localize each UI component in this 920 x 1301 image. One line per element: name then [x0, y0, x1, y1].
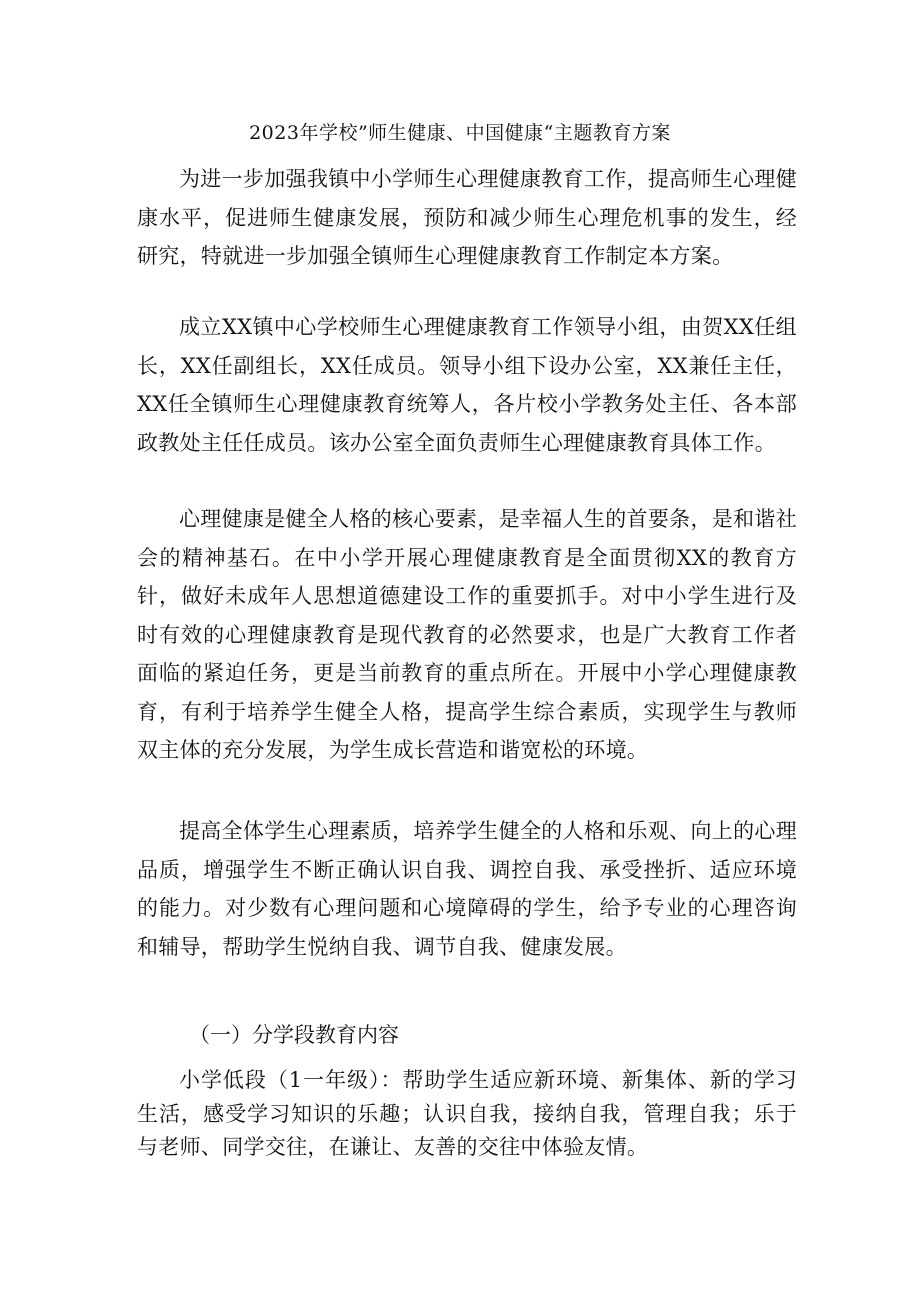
- section-subheading: （一）分学段教育内容: [189, 1023, 399, 1047]
- paragraph-intro: 为进一步加强我镇中小学师生心理健康教育工作，提高师生心理健康水平，促进师生健康发展，预防和减少师生心理危机事的发生，经研究，特就进一步加强全镇师生心理健康教育工作制定本方案。: [137, 167, 797, 268]
- paragraph-significance: 心理健康是健全人格的核心要素，是幸福人生的首要条，是和谐社会的精神基石。在中小学开展心理健康教育是全面贯彻XX的教育方针，做好未成年人思想道德建设工作的重要抓手。对中小学生进行及时有效的心理健康教育是现代教育的必然要求，也是广大教育工作者面临的紧迫任务，更是当前教育的重点所在。开展中小学心理健康教育，有利于培养学生健全人格，提高学生综合素质，实现学生与教师双主体的充分发展，为学生成长营造和谐宽松的环境。: [137, 507, 797, 762]
- paragraph-leadership-group: 成立XX镇中心学校师生心理健康教育工作领导小组，由贺XX任组长，XX任副组长，XX任成员。领导小组下设办公室，XX兼任主任，XX任全镇师生心理健康教育统筹人，各片校小学教务处主任、各本部政教处主任任成员。该办公室全面负责师生心理健康教育具体工作。: [137, 315, 797, 455]
- document-title: 2023年学校”师生健康、中国健康“主题教育方案: [249, 122, 671, 144]
- paragraph-primary-lower-grade: 小学低段（1一年级）：帮助学生适应新环境、新集体、新的学习生活，感受学习知识的乐趣；认识自我，接纳自我，管理自我；乐于与老师、同学交往，在谦让、友善的交往中体验友情。: [137, 1068, 797, 1159]
- paragraph-goals: 提高全体学生心理素质，培养学生健全的人格和乐观、向上的心理品质，增强学生不断正确认识自我、调控自我、承受挫折、适应环境的能力。对少数有心理问题和心境障碍的学生，给予专业的心理咨询和辅导，帮助学生悦纳自我、调节自我、健康发展。: [137, 819, 797, 959]
